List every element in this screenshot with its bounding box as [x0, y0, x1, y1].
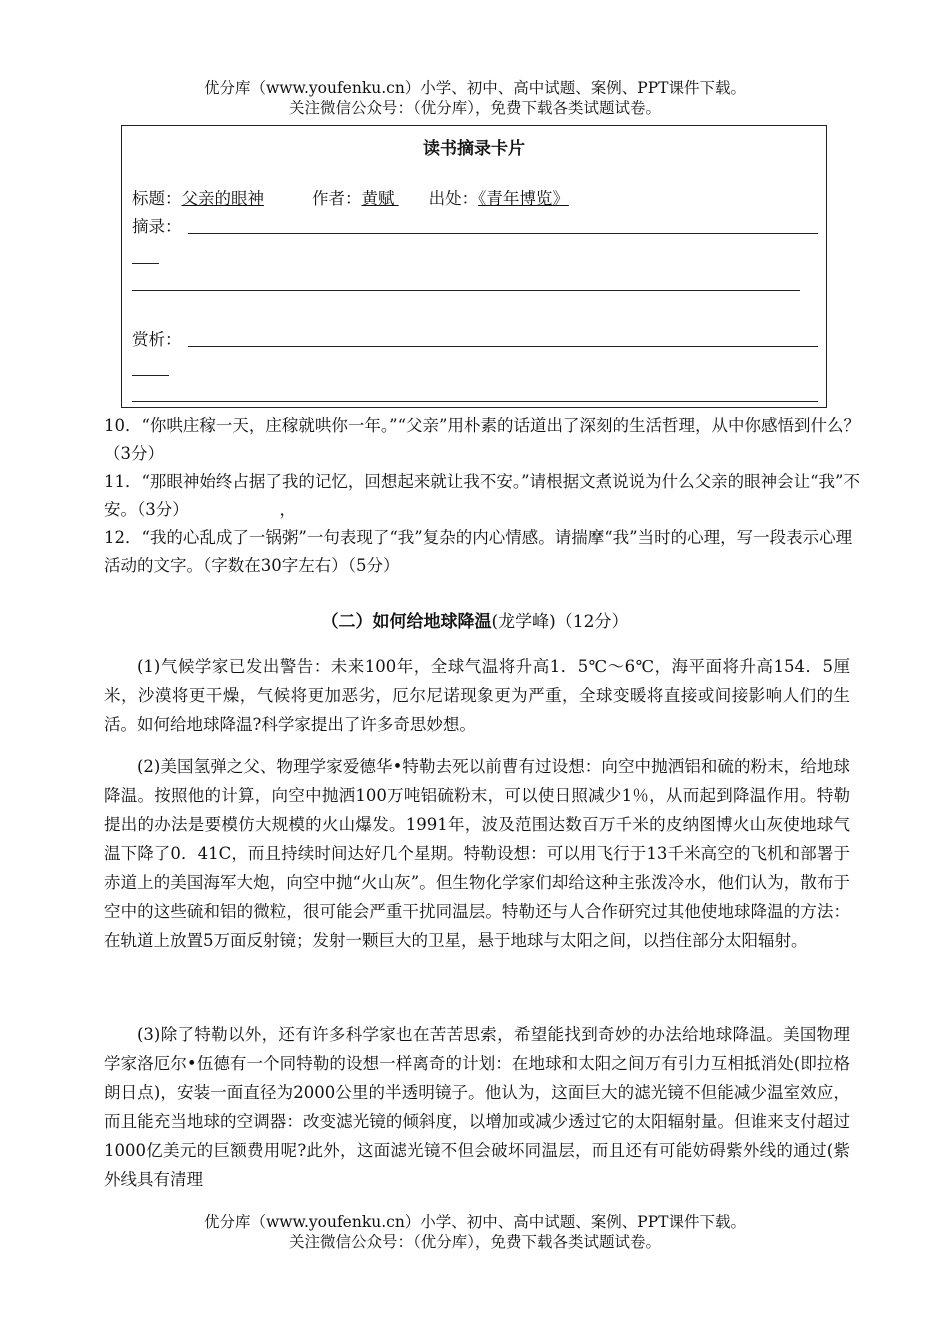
header-line-1: 优分库（www.youfenku.cn）小学、初中、高中试题、案例、PPT课件下载。 [203, 79, 747, 97]
card-meta-row [132, 188, 569, 210]
excerpt-blank-line-cont [132, 263, 159, 264]
question-11: 11．“那眼神始终占据了我的记忆，回想起来就让我不安。”请根据文煮说说为什么父亲的眼神会让“我”不安。（3分） ， [104, 472, 860, 519]
paragraph-3: (3)除了特勒以外，还有许多科学家也在苦苦思索，希望能找到奇妙的办法给地球降温。美国物理学家洛厄尔•伍德有一个同特勒的设想一样离奇的计划：在地球和太阳之间万有引力互相抵消处(即拉格朗日点)，安装一面直径为2000公里的半透明镜子。他认为，这面巨大的滤光镜不但能减少温室效应，而且能充当地球的空调器：改变滤光镜的倾斜度，以增加或减少透过它的太阳辐射量。但谁来支付超过1000亿美元的巨额费用呢?此外，这面滤光镜不但会破坏同温层，而且还有可能妨碍紫外线的通过(紫外线具有清理 [104, 1025, 850, 1189]
question-12: 12．“我的心乱成了一锅粥”一句表现了“我”复杂的内心情感。请揣摩“我”当时的心理，写一段表示心理活动的文字。（字数在30字左右）（5分） [104, 528, 853, 575]
header-line-2: 关注微信公众号：（优分库），免费下载各类试题试卷。 [288, 99, 661, 117]
section-author: (龙学峰)（12分） [491, 612, 629, 632]
appreciation-blank-line [188, 346, 818, 347]
paragraph-1: (1)气候学家已发出警告：未来100年，全球气温将升高1．5℃～6℃，海平面将升高154．5厘米，沙漠将更干燥，气候将更加恶劣，厄尔尼诺现象更为严重，全球变暖将直接或间接影响人们的生活。如何给地球降温?科学家提出了许多奇思妙想。 [104, 657, 850, 734]
title-label: 标题： [132, 189, 182, 208]
appreciation-blank-line-cont [132, 375, 169, 376]
footer-line-1: 优分库（www.youfenku.cn）小学、初中、高中试题、案例、PPT课件下载。 [203, 1213, 747, 1231]
author-label: 作者： [312, 189, 362, 208]
excerpt-blank-line-2 [132, 290, 800, 291]
source-label: 出处： [428, 189, 479, 208]
page-header [0, 78, 950, 118]
excerpt-label: 摘录： [132, 217, 182, 236]
reading-excerpt-card [121, 125, 827, 408]
section-heading: （二）如何给地球降温 [321, 612, 492, 632]
footer-line-2: 关注微信公众号：（优分库），免费下载各类试题试卷。 [288, 1233, 661, 1251]
appreciation-blank-line-2 [132, 401, 818, 402]
page-footer [0, 1212, 950, 1252]
section-title [0, 609, 950, 635]
author-value: 黄赋 [361, 189, 395, 208]
source-value: 《青年博览》 [478, 189, 569, 208]
excerpt-blank-line [188, 233, 818, 234]
card-title: 读书摘录卡片 [423, 139, 525, 159]
paragraph-2: (2)美国氢弹之父、物理学家爱德华•特勒去死以前曹有过设想：向空中抛洒铝和硫的粉末，给地球降温。按照他的计算，向空中抛洒100万吨铝硫粉末，可以使日照减少1％，从而起到降温作用。特勒提出的办法是要模仿大规模的火山爆发。1991年，波及范围达数百万千米的皮纳图博火山灰使地球气温下降了0．41C，而且持续时间达好几个星期。特勒设想：可以用飞行于13千米高空的飞机和部署于赤道上的美国海军大炮，向空中抛“火山灰”。但生物化学家们却给这种主张泼冷水，他们认为，散布于空中的这些硫和铝的微粒，很可能会严重干扰同温层。特勒还与人合作研究过其他使地球降温的方法：在轨道上放置5万面反射镜；发射一颗巨大的卫星，悬于地球与太阳之间，以挡住部分太阳辐射。 [104, 757, 850, 950]
title-value: 父亲的眼神 [181, 189, 264, 208]
question-10: 10．“你哄庄稼一天，庄稼就哄你一年。”“父亲”用朴素的话道出了深刻的生活哲理，从中你感悟到什么？（3分） [104, 416, 860, 463]
appreciation-label: 赏析： [132, 330, 182, 349]
